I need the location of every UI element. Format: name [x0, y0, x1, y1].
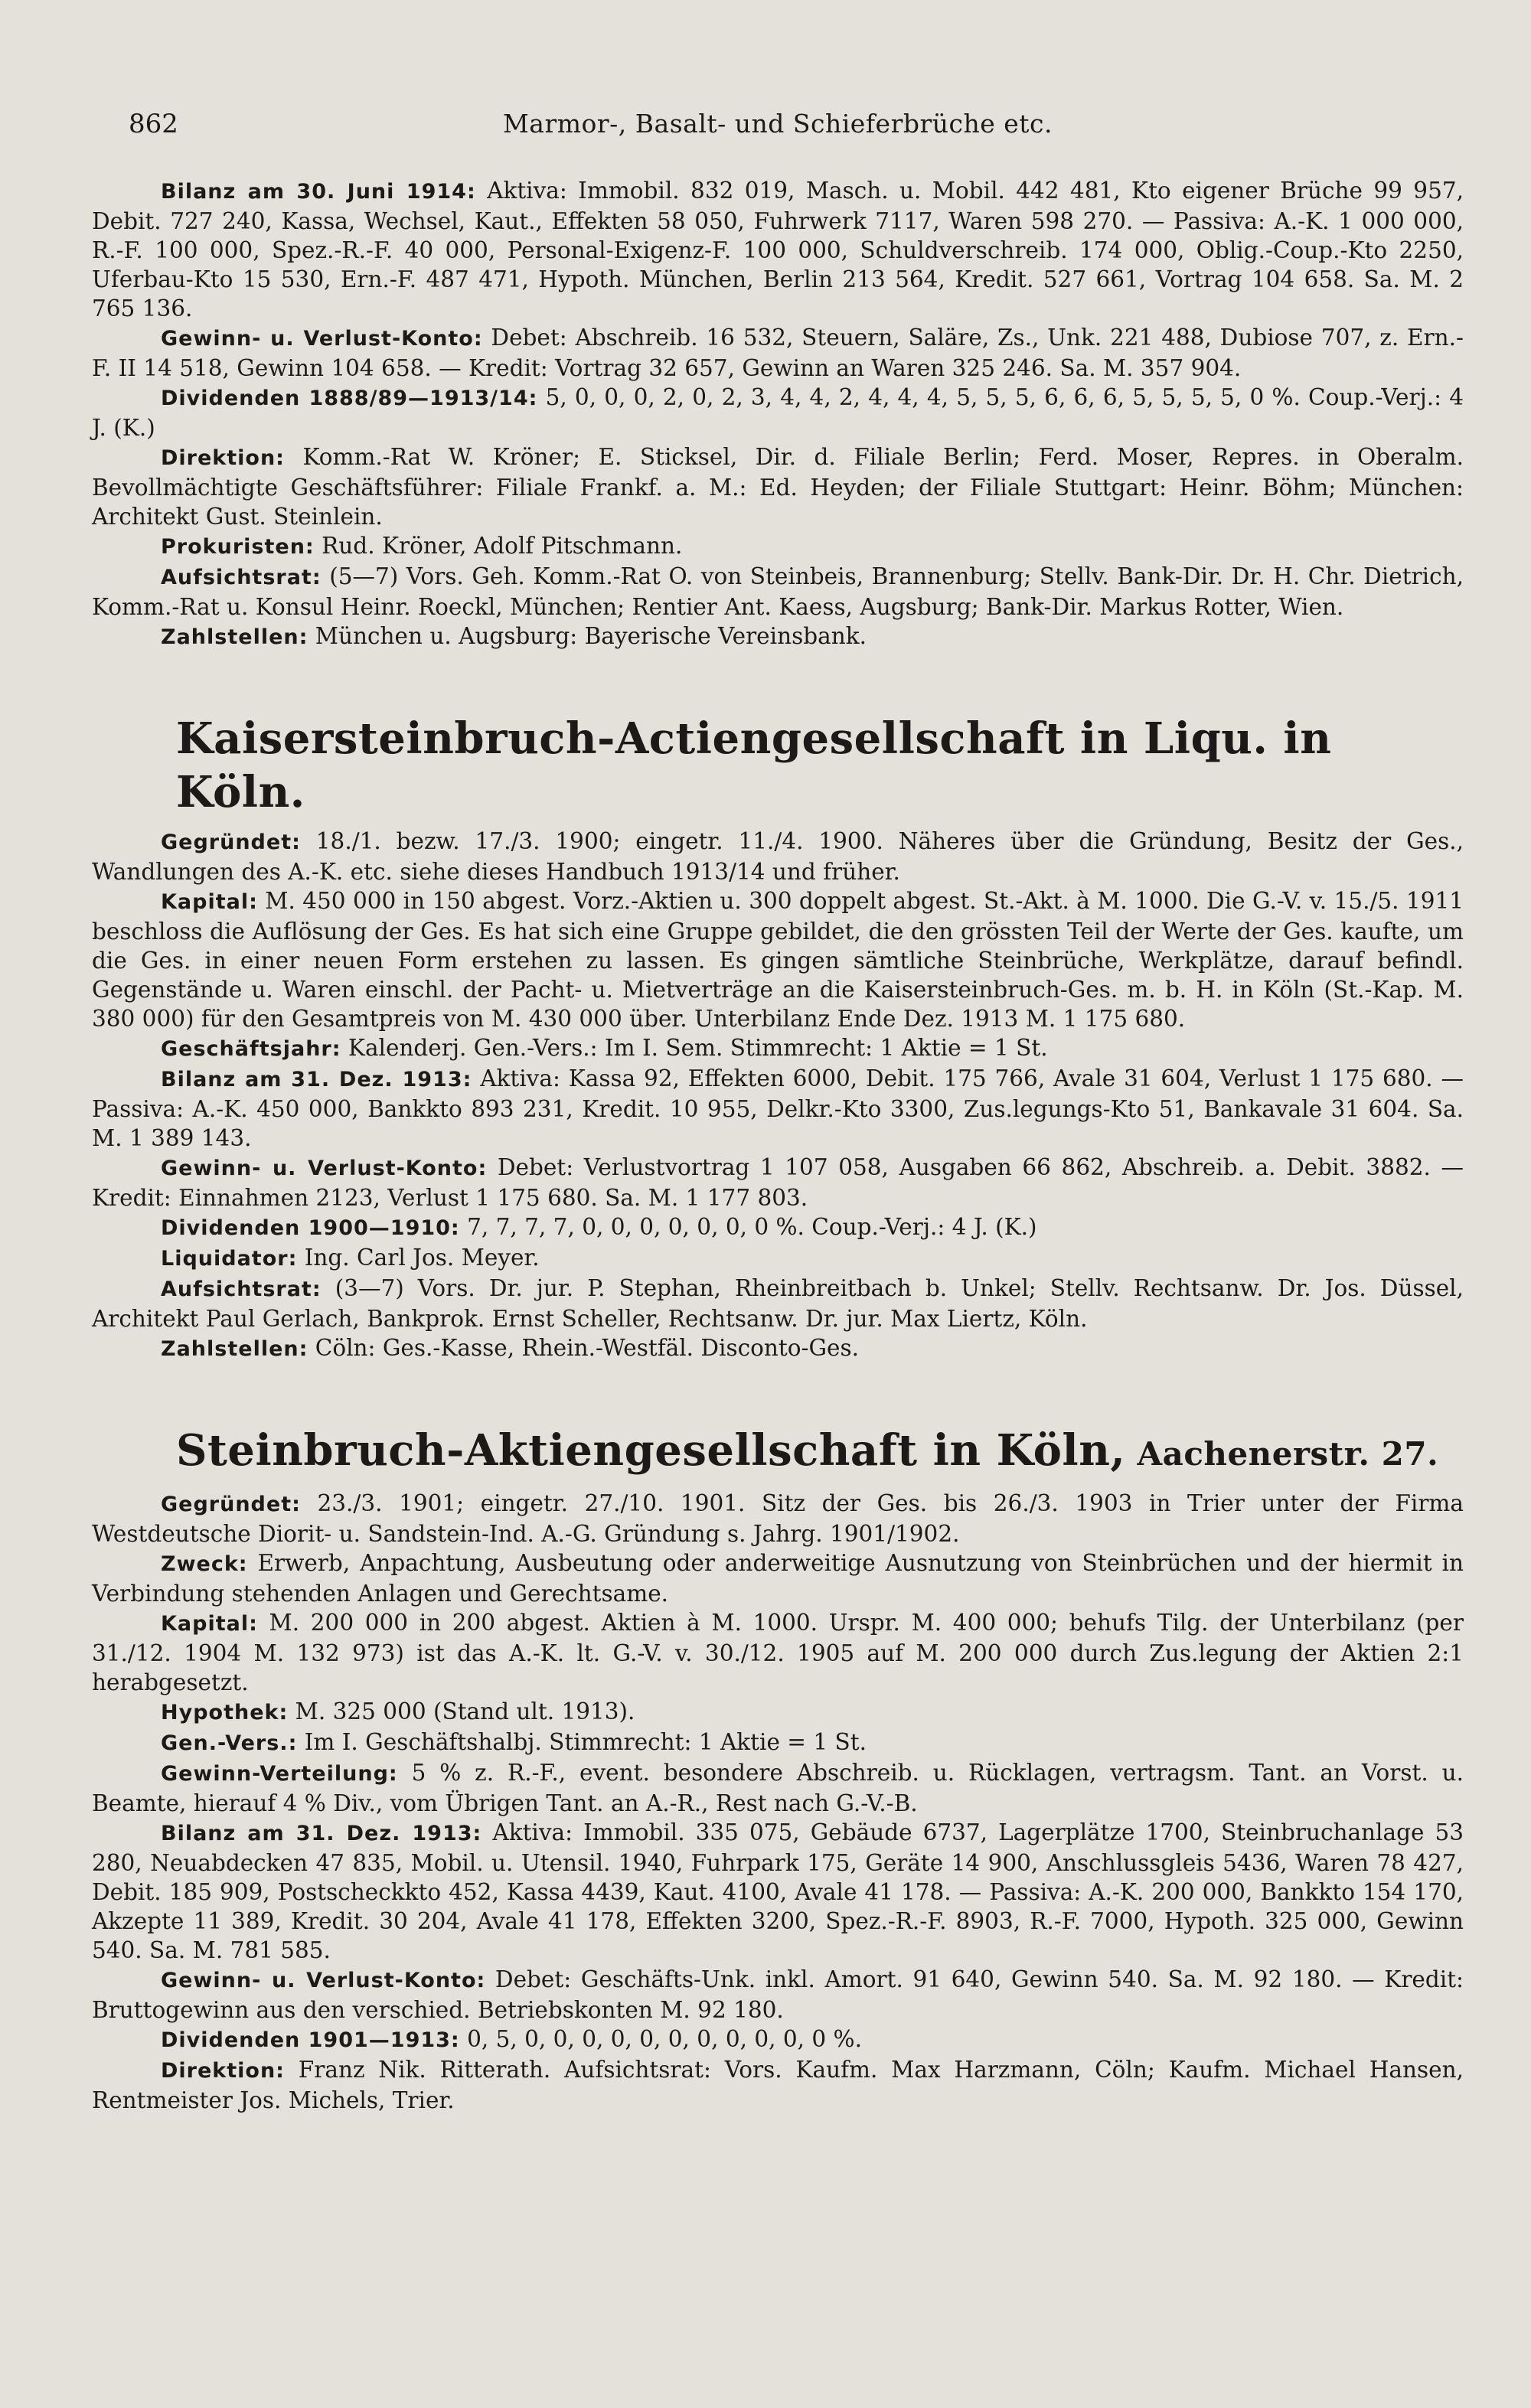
paragraph-text: (3—7) Vors. Dr. jur. P. Stephan, Rheinbreitbach b. Unkel; Stellv. Rechtsanw. Dr. Jos. Düssel, Architekt Paul Gerlach, Bankprok. Ernst Scheller, Rechtsanw. Dr. jur. Max Liertz, Köln. — [92, 1275, 1464, 1332]
paragraph-text: M. 450 000 in 150 abgest. Vorz.-Aktien u. 300 doppelt abgest. St.-Akt. à M. 1000. Die G.-V. v. 15./5. 1911 beschloss die Auflösung der Ges. Es hat sich eine Gruppe gebildet, die den grössten Teil der Werte der Ges. kaufte, um die Ges. in einer neuen Form erstehen zu lassen. Es gingen sämtliche Steinbrüche, Werkplätze, darauf befindl. Gegenstände u. Waren einschl. der Pacht- u. Mietverträge an die Kaisersteinbruch-Ges. m. b. H. in Köln (St.-Kap. M. 380 000) für den Gesamtpreis von M. 430 000 über. Unterbilanz Ende Dez. 1913 M. 1 175 680. — [92, 888, 1464, 1032]
paragraph-gewinn-verlust — [92, 323, 1464, 383]
paragraph-text: Cöln: Ges.-Kasse, Rhein.-Westfäl. Disconto-Ges. — [308, 1335, 860, 1361]
paragraph-text: 18./1. bezw. 17./3. 1900; eingetr. 11./4. 1900. Näheres über die Gründung, Besitz der Ges., Wandlungen des A.-K. etc. siehe dieses Handbuch 1913/14 und früher. — [92, 828, 1464, 885]
paragraph-text: Debet: Geschäfts-Unk. inkl. Amort. 91 640, Gewinn 540. Sa. M. 92 180. — Kredit: Bruttogewinn aus den verschied. Betriebskonten M. 92 180. — [92, 1966, 1464, 2023]
paragraph-text: 23./3. 1901; eingetr. 27./10. 1901. Sitz der Ges. bis 26./3. 1903 in Trier unter der Firma Westdeutsche Diorit- u. Sandstein-Ind. A.-G. Gründung s. Jahrg. 1901/1902. — [92, 1490, 1464, 1547]
paragraph-gegruendet — [92, 827, 1464, 886]
paragraph-gen-vers — [92, 1728, 1464, 1758]
paragraph-lead: Aufsichtsrat: — [161, 1277, 322, 1301]
paragraph-gewinn-verteilung — [92, 1758, 1464, 1818]
paragraph-text: 0, 5, 0, 0, 0, 0, 0, 0, 0, 0, 0, 0, 0 %. — [459, 2026, 862, 2052]
paragraph-kapital — [92, 886, 1464, 1033]
paragraph-text: M. 200 000 in 200 abgest. Aktien à M. 1000. Urspr. M. 400 000; behufs Tilg. der Unterbilanz (per 31./12. 1904 M. 132 973) ist das A.-K. lt. G.-V. v. 30./12. 1905 auf M. 200 000 durch Zus.legung der Aktien 2:1 herabgesetzt. — [92, 1610, 1464, 1695]
paragraph-text: Rud. Kröner, Adolf Pitschmann. — [314, 533, 683, 559]
paragraph-dividenden — [92, 383, 1464, 442]
paragraph-hypothek — [92, 1697, 1464, 1728]
paragraph-lead: Zahlstellen: — [161, 1337, 308, 1361]
paragraph-text: München u. Augsburg: Bayerische Vereinsbank. — [308, 623, 867, 649]
paragraph-gewinn-verlust — [92, 1153, 1464, 1212]
paragraph-text: M. 325 000 (Stand ult. 1913). — [288, 1698, 635, 1724]
paragraph-lead: Gegründet: — [161, 1493, 301, 1516]
paragraph-text: 7, 7, 7, 7, 0, 0, 0, 0, 0, 0, 0 %. Coup.-Verj.: 4 J. (K.) — [459, 1214, 1037, 1240]
paragraph-text: 5 % z. R.-F., event. besondere Abschreib. u. Rücklagen, vertragsm. Tant. an Vorst. u. Beamte, hierauf 4 % Div., vom Übrigen Tant. an A.-R., Rest nach G.-V.-B. — [92, 1760, 1464, 1816]
paragraph-dividenden — [92, 2025, 1464, 2055]
company-heading — [92, 1424, 1464, 1481]
paragraph-lead: Prokuristen: — [161, 535, 315, 559]
paragraph-lead: Gewinn- u. Verlust-Konto: — [161, 1969, 486, 1992]
paragraph-zahlstellen — [92, 1333, 1464, 1364]
paragraph-text: Ing. Carl Jos. Meyer. — [297, 1245, 540, 1271]
paragraph-text: Aktiva: Immobil. 335 075, Gebäude 6737, Lagerplätze 1700, Steinbruchanlage 53 280, Neuabdecken 47 835, Mobil. u. Utensil. 1940, Fuhrpark 175, Geräte 14 900, Anschlussgleis 5436, Waren 78 427, Debit. 185 909, Postscheckkto 452, Kassa 4439, Kaut. 4100, Avale 41 178. — Passiva: A.-K. 200 000, Bankkto 154 170, Akzepte 11 389, Kredit. 30 204, Avale 41 178, Effekten 3200, Spez.-R.-F. 8903, R.-F. 7000, Hypoth. 325 000, Gewinn 540. Sa. M. 781 585. — [92, 1819, 1464, 1963]
paragraph-bilanz — [92, 1818, 1464, 1965]
paragraph-direktion — [92, 2055, 1464, 2115]
paragraph-lead: Dividenden 1888/89—1913/14: — [161, 387, 538, 410]
paragraph-lead: Hypothek: — [161, 1701, 289, 1724]
paragraph-lead: Gen.-Vers.: — [161, 1731, 298, 1755]
paragraph-lead: Liquidator: — [161, 1247, 298, 1271]
paragraph-aufsichtsrat — [92, 562, 1464, 622]
paragraph-lead: Zweck: — [161, 1552, 248, 1576]
paragraph-lead: Kapital: — [161, 890, 258, 914]
company-address: Aachenerstr. 27. — [1125, 1435, 1439, 1473]
paragraph-dividenden — [92, 1212, 1464, 1243]
paragraph-gegruendet — [92, 1489, 1464, 1548]
paragraph-text: Franz Nik. Ritterath. Aufsichtsrat: Vors. Kaufm. Max Harzmann, Cöln; Kaufm. Michael Hansen, Rentmeister Jos. Michels, Trier. — [92, 2057, 1464, 2113]
paragraph-lead: Bilanz am 31. Dez. 1913: — [161, 1822, 482, 1845]
section-marmor-continuation — [92, 176, 1464, 652]
paragraph-lead: Bilanz am 31. Dez. 1913: — [161, 1068, 472, 1091]
page-number: 862 — [129, 109, 178, 139]
paragraph-lead: Gewinn- u. Verlust-Konto: — [161, 1157, 488, 1180]
section-kaisersteinbruch — [92, 712, 1464, 1364]
paragraph-text: Debet: Abschreib. 16 532, Steuern, Saläre, Zs., Unk. 221 488, Dubiose 707, z. Ern.-F. II 14 518, Gewinn 104 658. — Kredit: Vortrag 32 657, Gewinn an Waren 325 246. Sa. M. 357 904. — [92, 325, 1464, 381]
paragraph-text: (5—7) Vors. Geh. Komm.-Rat O. von Steinbeis, Brannenburg; Stellv. Bank-Dir. Dr. H. Chr. Dietrich, Komm.-Rat u. Konsul Heinr. Roeckl, München; Rentier Ant. Kaess, Augsburg; Bank-Dir. Markus Rotter, Wien. — [92, 563, 1464, 620]
paragraph-text: Aktiva: Immobil. 832 019, Masch. u. Mobil. 442 481, Kto eigener Brüche 99 957, Debit. 727 240, Kassa, Wechsel, Kaut., Effekten 58 050, Fuhrwerk 7117, Waren 598 270. — Passiva: A.-K. 1 000 000, R.-F. 100 000, Spez.-R.-F. 40 000, Personal-Exigenz-F. 100 000, Schuldverschreib. 174 000, Oblig.-Coup.-Kto 2250, Uferbau-Kto 15 530, Ern.-F. 487 471, Hypoth. München, Berlin 213 564, Kredit. 527 661, Vortrag 104 658. Sa. M. 2 765 136. — [92, 178, 1464, 321]
paragraph-text: 5, 0, 0, 0, 2, 0, 2, 3, 4, 4, 2, 4, 4, 4, 5, 5, 5, 6, 6, 6, 5, 5, 5, 5, 0 %. Coup.-Verj.: 4 J. (K.) — [92, 384, 1464, 441]
paragraph-text: Aktiva: Kassa 92, Effekten 6000, Debit. 175 766, Avale 31 604, Verlust 1 175 680. — Passiva: A.-K. 450 000, Bankkto 893 231, Kredit. 10 955, Delkr.-Kto 3300, Zus.legungs-Kto 51, Bankavale 31 604. Sa. M. 1 389 143. — [92, 1065, 1464, 1151]
paragraph-lead: Gewinn- u. Verlust-Konto: — [161, 327, 483, 351]
paragraph-lead: Dividenden 1900—1910: — [161, 1216, 460, 1240]
running-title: Marmor-, Basalt- und Schieferbrüche etc. — [502, 109, 1053, 139]
paragraph-text: Erwerb, Anpachtung, Ausbeutung oder anderweitige Ausnutzung von Steinbrüchen und der hiermit in Verbindung stehenden Anlagen und Gerechtsame. — [92, 1550, 1464, 1607]
paragraph-text: Im I. Geschäftshalbj. Stimmrecht: 1 Aktie = 1 St. — [297, 1729, 867, 1755]
paragraph-geschaeftsjahr — [92, 1033, 1464, 1064]
paragraph-bilanz — [92, 176, 1464, 323]
paragraph-lead: Direktion: — [161, 2059, 285, 2083]
company-heading — [92, 712, 1464, 819]
paragraph-zweck — [92, 1548, 1464, 1608]
paragraph-lead: Direktion: — [161, 446, 285, 470]
paragraph-kapital — [92, 1608, 1464, 1697]
paragraph-lead: Bilanz am 30. Juni 1914: — [161, 180, 476, 204]
paragraph-prokuristen — [92, 531, 1464, 562]
company-name: Kaisersteinbruch-Actiengesellschaft in Liqu. in Köln. — [176, 713, 1332, 817]
paragraph-aufsichtsrat — [92, 1274, 1464, 1333]
paragraph-direktion — [92, 442, 1464, 531]
paragraph-gewinn-verlust — [92, 1965, 1464, 2025]
running-head — [92, 92, 1464, 145]
paragraph-lead: Gegründet: — [161, 830, 301, 854]
paragraph-text: Kalenderj. Gen.-Vers.: Im I. Sem. Stimmrecht: 1 Aktie = 1 St. — [341, 1035, 1048, 1061]
paragraph-liquidator — [92, 1243, 1464, 1274]
section-steinbruch-ag — [92, 1424, 1464, 2115]
paragraph-text: Debet: Verlustvortrag 1 107 058, Ausgaben 66 862, Abschreib. a. Debit. 3882. — Kredit: Einnahmen 2123, Verlust 1 175 680. Sa. M. 1 177 803. — [92, 1154, 1464, 1211]
paragraph-bilanz — [92, 1064, 1464, 1153]
company-name: Steinbruch-Aktiengesellschaft in Köln, — [176, 1425, 1126, 1476]
paragraph-lead: Dividenden 1901—1913: — [161, 2028, 460, 2052]
paragraph-lead: Kapital: — [161, 1612, 258, 1636]
paragraph-text: Komm.-Rat W. Kröner; E. Sticksel, Dir. d. Filiale Berlin; Ferd. Moser, Repres. in Oberalm. Bevollmächtigte Geschäftsführer: Filiale Frankf. a. M.: Ed. Heyden; der Filiale Stuttgart: Heinr. Böhm; München: Architekt Gust. Steinlein. — [92, 444, 1464, 530]
paragraph-lead: Gewinn-Verteilung: — [161, 1762, 398, 1786]
paragraph-lead: Geschäftsjahr: — [161, 1037, 341, 1061]
paragraph-lead: Aufsichtsrat: — [161, 566, 322, 589]
paragraph-lead: Zahlstellen: — [161, 625, 308, 649]
paragraph-zahlstellen — [92, 622, 1464, 652]
